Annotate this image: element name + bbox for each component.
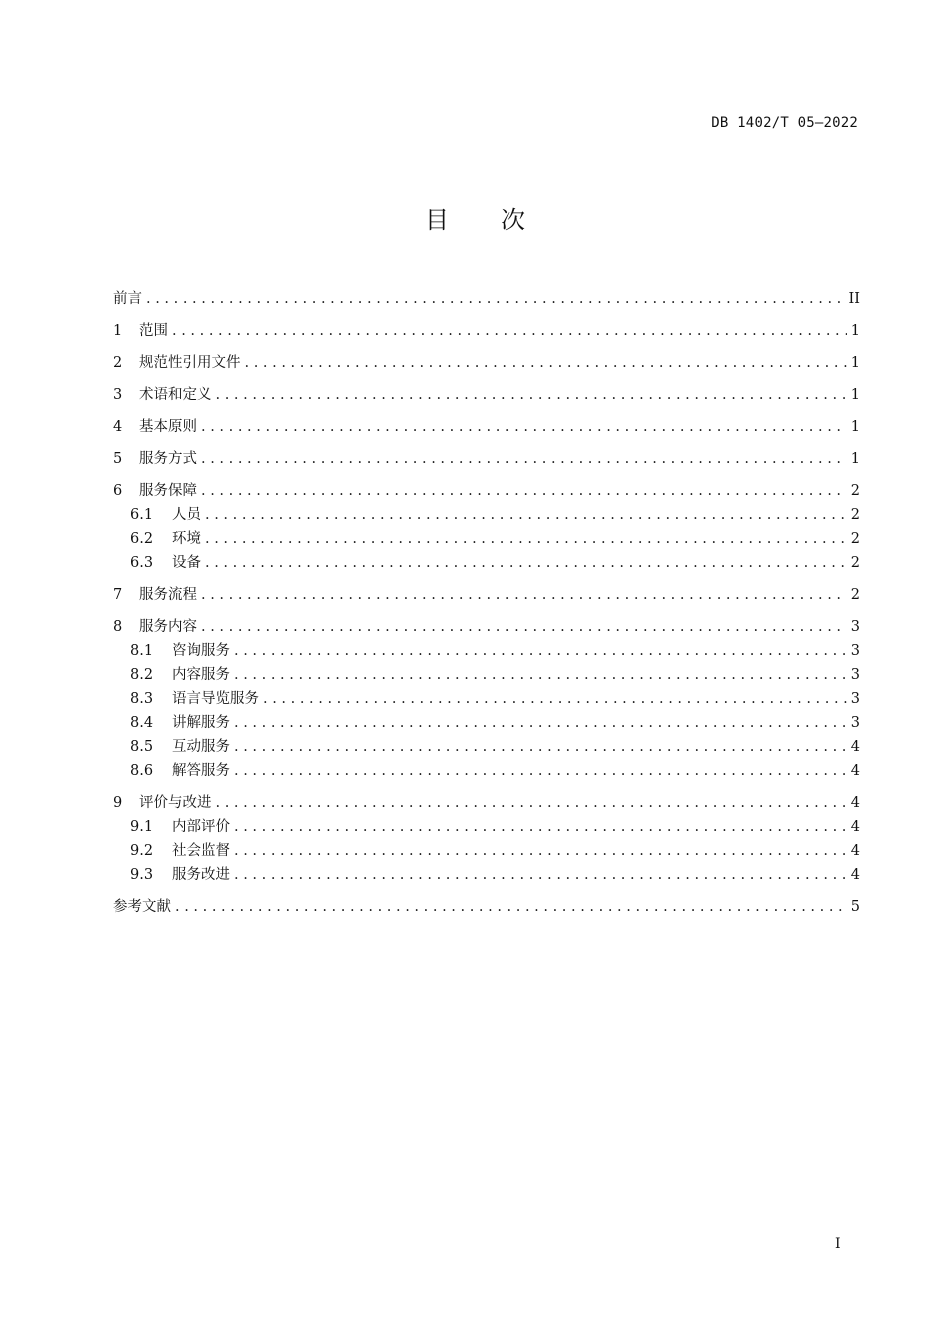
toc-entry-number: 2 <box>113 355 123 371</box>
toc-entry[interactable] <box>113 615 860 639</box>
standard-code: DB 1402/T 05—2022 <box>711 115 858 131</box>
toc-entry-number: 9.3 <box>130 867 154 883</box>
toc-entry-label: 服务保障 <box>139 483 197 499</box>
toc-entry-page: II <box>848 291 860 307</box>
toc-entry-page: 2 <box>850 507 860 523</box>
toc-entry-label: 前言 <box>113 291 142 307</box>
toc-dot-leader <box>234 815 847 839</box>
page-number: I <box>835 1236 841 1252</box>
toc-entry-page: 4 <box>850 867 860 883</box>
toc-dot-leader <box>201 615 847 639</box>
toc-entry[interactable] <box>113 351 860 375</box>
toc-entry-number: 9.1 <box>130 819 154 835</box>
toc-entry-label: 基本原则 <box>139 419 197 435</box>
toc-title-char-2: 次 <box>501 206 525 234</box>
toc-dot-leader <box>201 479 847 503</box>
toc-dot-leader <box>263 687 847 711</box>
toc-entry-page: 4 <box>850 819 860 835</box>
toc-entry[interactable] <box>113 447 860 471</box>
toc-entry[interactable] <box>113 711 860 735</box>
toc-entry[interactable] <box>113 583 860 607</box>
toc-entry-label: 语言导览服务 <box>172 691 259 707</box>
toc-entry[interactable] <box>113 319 860 343</box>
toc-entry-page: 1 <box>850 419 860 435</box>
toc-entry-page: 2 <box>850 587 860 603</box>
toc-entry-label: 服务方式 <box>139 451 197 467</box>
toc-entry[interactable] <box>113 735 860 759</box>
toc-entry[interactable] <box>113 383 860 407</box>
toc-dot-leader <box>205 503 847 527</box>
toc-dot-leader <box>172 319 847 343</box>
toc-entry-page: 1 <box>850 323 860 339</box>
toc-entry[interactable] <box>113 687 860 711</box>
toc-dot-leader <box>216 383 847 407</box>
toc-entry-label: 人员 <box>172 507 201 523</box>
toc-entry[interactable] <box>113 415 860 439</box>
toc-title <box>0 200 950 235</box>
toc-entry[interactable] <box>113 639 860 663</box>
toc-dot-leader <box>234 735 847 759</box>
toc-entry-page: 3 <box>850 667 860 683</box>
toc-entry[interactable] <box>113 815 860 839</box>
toc-entry-page: 2 <box>850 531 860 547</box>
toc-dot-leader <box>175 895 847 919</box>
toc-entry-page: 4 <box>850 739 860 755</box>
toc-entry[interactable] <box>113 551 860 575</box>
table-of-contents <box>113 287 860 919</box>
toc-entry-page: 3 <box>850 619 860 635</box>
toc-entry[interactable] <box>113 663 860 687</box>
toc-entry[interactable] <box>113 527 860 551</box>
toc-entry-number: 8.4 <box>130 715 154 731</box>
toc-title-char-1: 目 <box>425 206 449 234</box>
toc-entry-label: 评价与改进 <box>139 795 212 811</box>
toc-entry-number: 9.2 <box>130 843 154 859</box>
toc-entry-label: 服务改进 <box>172 867 230 883</box>
toc-entry-label: 设备 <box>172 555 201 571</box>
toc-entry-number: 5 <box>113 451 123 467</box>
toc-entry-label: 解答服务 <box>172 763 230 779</box>
toc-entry-label: 范围 <box>139 323 168 339</box>
toc-dot-leader <box>234 711 847 735</box>
toc-entry-number: 6.2 <box>130 531 154 547</box>
toc-entry-page: 1 <box>850 387 860 403</box>
toc-entry-number: 8 <box>113 619 123 635</box>
toc-dot-leader <box>234 639 847 663</box>
toc-entry[interactable] <box>113 839 860 863</box>
toc-entry-number: 8.2 <box>130 667 154 683</box>
toc-dot-leader <box>201 415 847 439</box>
toc-entry-label: 服务内容 <box>139 619 197 635</box>
toc-dot-leader <box>234 759 847 783</box>
toc-dot-leader <box>234 663 847 687</box>
toc-entry[interactable] <box>113 503 860 527</box>
toc-entry-page: 2 <box>850 555 860 571</box>
toc-entry-number: 9 <box>113 795 123 811</box>
toc-entry-label: 规范性引用文件 <box>139 355 241 371</box>
toc-dot-leader <box>234 839 847 863</box>
toc-entry-number: 6.1 <box>130 507 154 523</box>
toc-dot-leader <box>216 791 847 815</box>
toc-entry-label: 讲解服务 <box>172 715 230 731</box>
toc-entry-page: 4 <box>850 763 860 779</box>
toc-dot-leader <box>201 583 847 607</box>
toc-entry[interactable] <box>113 863 860 887</box>
toc-entry-number: 8.5 <box>130 739 154 755</box>
toc-entry-label: 社会监督 <box>172 843 230 859</box>
toc-entry-label: 咨询服务 <box>172 643 230 659</box>
toc-entry-page: 1 <box>850 451 860 467</box>
toc-entry-label: 术语和定义 <box>139 387 212 403</box>
toc-entry-label: 内部评价 <box>172 819 230 835</box>
toc-entry-number: 6 <box>113 483 123 499</box>
toc-entry-label: 内容服务 <box>172 667 230 683</box>
toc-entry-number: 6.3 <box>130 555 154 571</box>
toc-entry-page: 3 <box>850 691 860 707</box>
toc-entry-page: 5 <box>850 899 860 915</box>
toc-dot-leader <box>146 287 845 311</box>
toc-entry-page: 4 <box>850 795 860 811</box>
toc-entry[interactable] <box>113 759 860 783</box>
toc-entry-number: 8.6 <box>130 763 154 779</box>
toc-entry[interactable] <box>113 791 860 815</box>
toc-entry-number: 8.3 <box>130 691 154 707</box>
toc-entry-number: 3 <box>113 387 123 403</box>
toc-entry-number: 8.1 <box>130 643 154 659</box>
toc-entry-page: 1 <box>850 355 860 371</box>
toc-dot-leader <box>205 551 847 575</box>
toc-entry-label: 环境 <box>172 531 201 547</box>
toc-entry-page: 3 <box>850 643 860 659</box>
toc-dot-leader <box>245 351 847 375</box>
toc-entry-page: 3 <box>850 715 860 731</box>
toc-entry-number: 1 <box>113 323 123 339</box>
toc-entry[interactable] <box>113 479 860 503</box>
toc-entry-number: 4 <box>113 419 123 435</box>
toc-entry-label: 互动服务 <box>172 739 230 755</box>
toc-entry-page: 2 <box>850 483 860 499</box>
toc-entry-label: 服务流程 <box>139 587 197 603</box>
toc-entry[interactable] <box>113 895 860 919</box>
toc-entry-page: 4 <box>850 843 860 859</box>
toc-entry[interactable] <box>113 287 860 311</box>
toc-dot-leader <box>234 863 847 887</box>
toc-entry-number: 7 <box>113 587 123 603</box>
toc-dot-leader <box>205 527 847 551</box>
toc-dot-leader <box>201 447 847 471</box>
toc-entry-label: 参考文献 <box>113 899 171 915</box>
